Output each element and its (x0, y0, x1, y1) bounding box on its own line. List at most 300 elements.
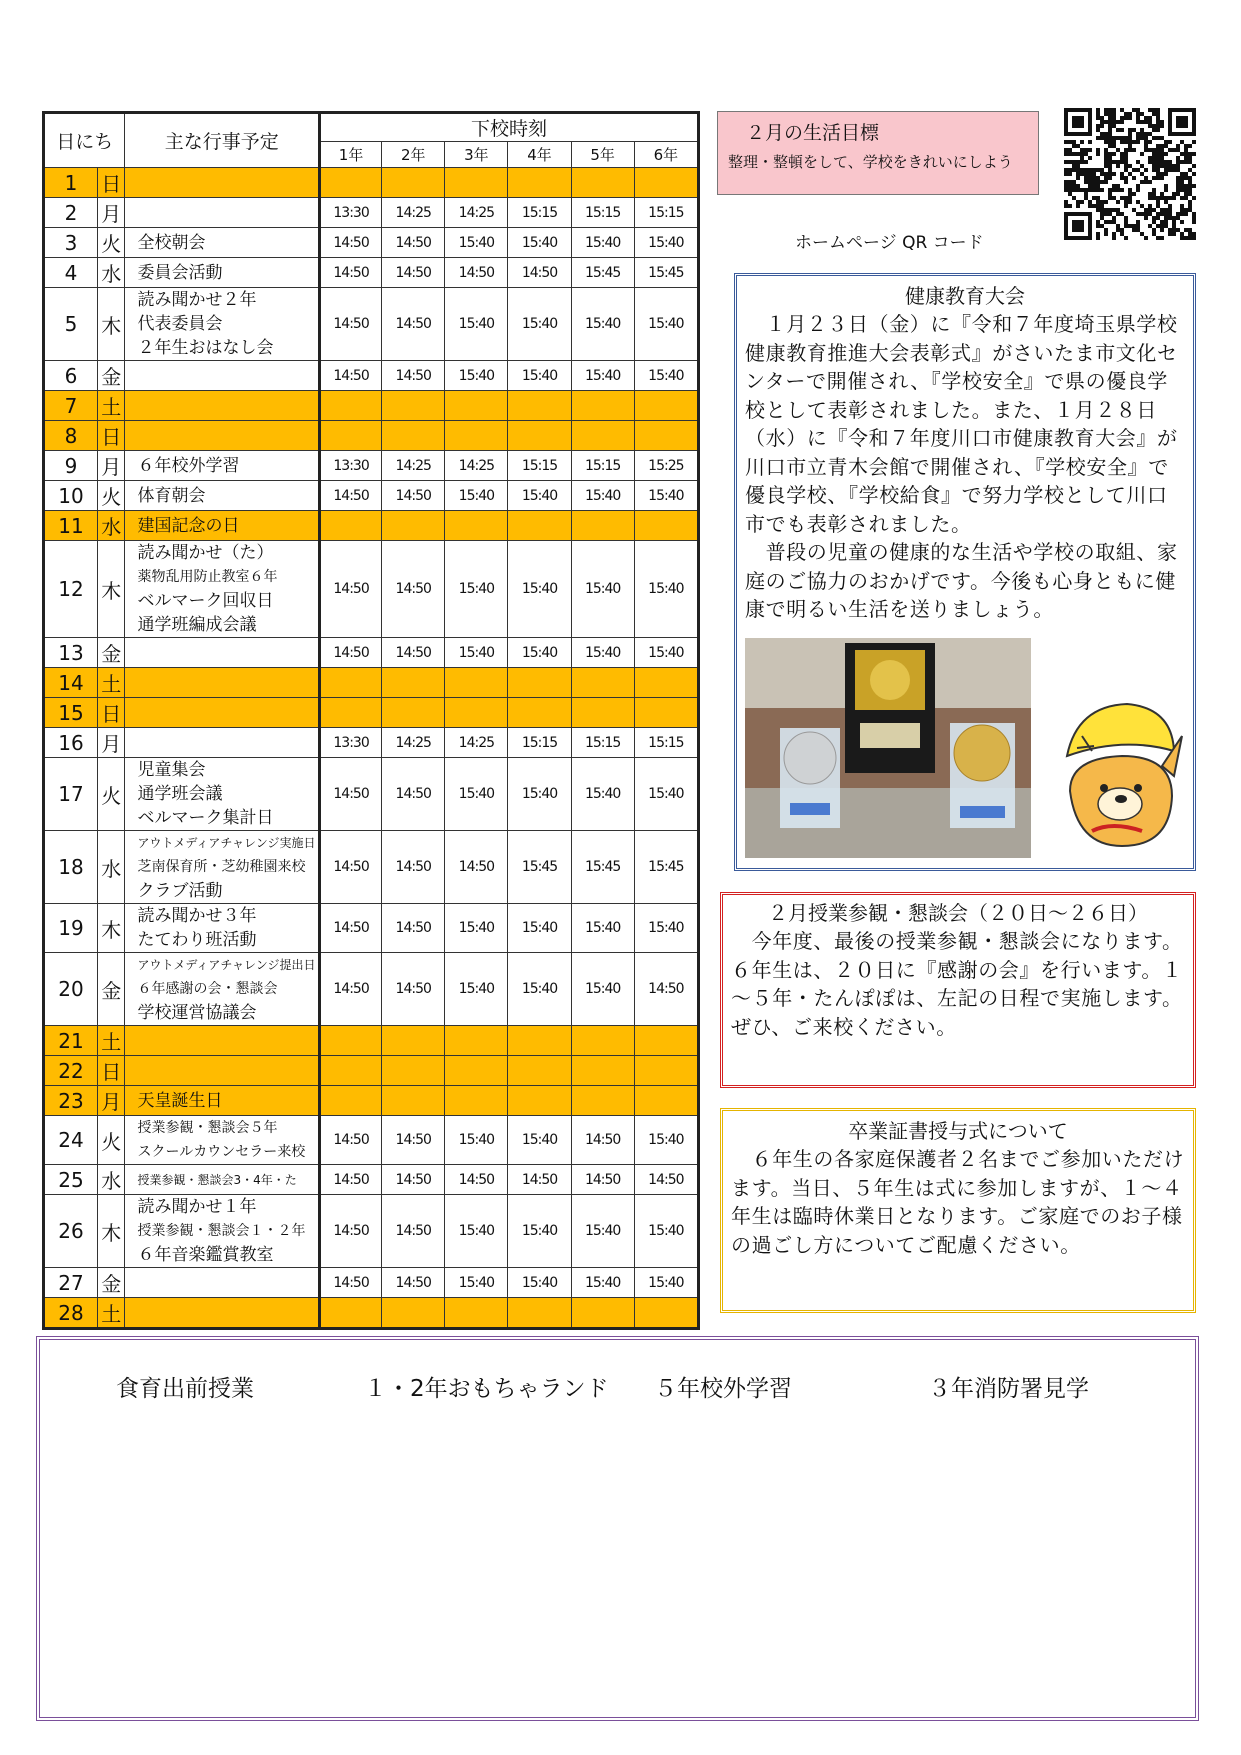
dismissal-time (382, 668, 445, 698)
schedule-weekday: 火 (97, 481, 125, 511)
dismissal-time: 14:50 (382, 258, 445, 288)
dismissal-time: 15:40 (571, 904, 634, 953)
dismissal-time: 15:40 (508, 953, 571, 1026)
dismissal-time: 15:40 (571, 758, 634, 831)
dismissal-time: 15:40 (445, 228, 508, 258)
dismissal-time: 14:50 (445, 258, 508, 288)
schedule-event: 授業参観・懇談会3・4年・た (137, 1172, 297, 1187)
dismissal-time: 15:40 (571, 288, 634, 361)
dismissal-time (320, 1056, 382, 1086)
photo-caption: １・2年おもちゃランド (364, 1376, 609, 1402)
schedule-day: 22 (44, 1056, 98, 1086)
dismissal-time: 15:40 (508, 228, 571, 258)
dismissal-time (445, 168, 508, 198)
schedule-weekday: 日 (97, 421, 125, 451)
dismissal-time (320, 698, 382, 728)
schedule-day: 16 (44, 728, 98, 758)
dismissal-time: 15:45 (571, 831, 634, 904)
schedule-event: 通学班編成会議 (137, 615, 257, 635)
schedule-weekday: 木 (97, 1195, 125, 1268)
dismissal-time: 14:50 (382, 904, 445, 953)
schedule-event: 授業参観・懇談会１・２年 (137, 1223, 306, 1239)
dismissal-time: 14:50 (571, 1116, 634, 1165)
dismissal-time: 15:40 (634, 758, 698, 831)
schedule-event: 読み聞かせ１年 (137, 1197, 257, 1217)
dismissal-time (382, 168, 445, 198)
schedule-row (44, 1086, 699, 1116)
dismissal-time: 15:40 (634, 481, 698, 511)
dismissal-time: 15:15 (508, 728, 571, 758)
schedule-events (125, 1056, 320, 1086)
header-dismissal: 下校時刻 (320, 113, 699, 142)
qr-code-icon[interactable] (1064, 108, 1196, 240)
schedule-events (125, 953, 320, 1026)
dismissal-time: 15:40 (445, 1116, 508, 1165)
dismissal-time: 14:50 (320, 361, 382, 391)
dismissal-time: 15:15 (634, 728, 698, 758)
schedule-events (125, 228, 320, 258)
schedule-events (125, 421, 320, 451)
dismissal-time (508, 1056, 571, 1086)
dismissal-time: 15:40 (445, 638, 508, 668)
schedule-weekday: 土 (97, 391, 125, 421)
dismissal-time: 15:15 (508, 451, 571, 481)
schedule-event: ６年感謝の会・懇談会 (137, 981, 278, 997)
qr-label: ホームページ QR コード (795, 233, 984, 253)
schedule-event: 読み聞かせ３年 (137, 906, 257, 926)
schedule-row (44, 361, 699, 391)
dismissal-time: 15:40 (634, 638, 698, 668)
dismissal-time (508, 421, 571, 451)
schedule-row (44, 391, 699, 421)
header-grade: 3年 (445, 142, 508, 168)
dismissal-time: 15:40 (445, 288, 508, 361)
dismissal-time (382, 1056, 445, 1086)
schedule-events (125, 758, 320, 831)
dismissal-time: 15:40 (445, 361, 508, 391)
dismissal-time: 15:45 (634, 831, 698, 904)
schedule-row (44, 1195, 699, 1268)
schedule-events (125, 1026, 320, 1056)
dismissal-time: 15:40 (571, 228, 634, 258)
dismissal-time (634, 1086, 698, 1116)
dismissal-time (382, 698, 445, 728)
schedule-day: 28 (44, 1298, 98, 1329)
dismissal-time: 14:50 (320, 228, 382, 258)
dismissal-time (445, 698, 508, 728)
dismissal-time: 15:40 (571, 1195, 634, 1268)
dismissal-time: 14:25 (382, 198, 445, 228)
schedule-row (44, 481, 699, 511)
header-grade: 5年 (571, 142, 634, 168)
dismissal-time (508, 168, 571, 198)
schedule-event: ６年校外学習 (137, 455, 240, 476)
schedule-events (125, 288, 320, 361)
dismissal-time (571, 421, 634, 451)
photo-frame (36, 1336, 1199, 1721)
schedule-events (125, 391, 320, 421)
schedule-weekday: 日 (97, 168, 125, 198)
schedule-event: 読み聞かせ（た） (137, 543, 274, 563)
dismissal-time: 15:40 (571, 481, 634, 511)
schedule-day: 5 (44, 288, 98, 361)
schedule-row (44, 541, 699, 638)
schedule-event: 全校朝会 (137, 232, 206, 253)
schedule-row (44, 258, 699, 288)
dismissal-time: 15:15 (571, 451, 634, 481)
dismissal-time: 14:50 (508, 258, 571, 288)
schedule-row (44, 1056, 699, 1086)
schedule-weekday: 木 (97, 904, 125, 953)
dismissal-time: 15:40 (571, 953, 634, 1026)
dismissal-time: 15:40 (508, 288, 571, 361)
schedule-day: 7 (44, 391, 98, 421)
dismissal-time: 14:50 (382, 288, 445, 361)
dismissal-time: 15:40 (445, 1195, 508, 1268)
trophy-photo (745, 638, 1031, 858)
dismissal-time: 14:50 (320, 258, 382, 288)
schedule-weekday: 金 (97, 1268, 125, 1298)
schedule-weekday: 水 (97, 1165, 125, 1195)
dismissal-time: 14:50 (320, 1165, 382, 1195)
dismissal-time: 15:40 (634, 228, 698, 258)
schedule-event: アウトメディアチャレンジ提出日 (137, 958, 316, 972)
dismissal-time (320, 1298, 382, 1329)
dismissal-time: 14:50 (634, 953, 698, 1026)
schedule-day: 8 (44, 421, 98, 451)
schedule-day: 3 (44, 228, 98, 258)
dismissal-time (320, 511, 382, 541)
dismissal-time: 14:50 (445, 1165, 508, 1195)
dismissal-time (445, 421, 508, 451)
schedule-events (125, 361, 320, 391)
schedule-event: 読み聞かせ２年 (137, 290, 257, 310)
dismissal-time: 14:50 (445, 831, 508, 904)
schedule-day: 11 (44, 511, 98, 541)
schedule-events (125, 904, 320, 953)
schedule-weekday: 土 (97, 1298, 125, 1329)
schedule-row (44, 758, 699, 831)
schedule-day: 15 (44, 698, 98, 728)
open-class-title: ２月授業参観・懇談会（２０日～２６日） (768, 901, 1148, 925)
schedule-events (125, 198, 320, 228)
dismissal-time: 15:45 (571, 258, 634, 288)
dismissal-time (634, 421, 698, 451)
header-grade: 4年 (508, 142, 571, 168)
dismissal-time: 14:25 (445, 198, 508, 228)
schedule-event: アウトメディアチャレンジ実施日 (137, 836, 316, 850)
schedule-day: 25 (44, 1165, 98, 1195)
schedule-row (44, 421, 699, 451)
schedule-weekday: 日 (97, 698, 125, 728)
schedule-event: クラブ活動 (137, 881, 223, 901)
schedule-event: 委員会活動 (137, 262, 223, 283)
dismissal-time (634, 1298, 698, 1329)
graduation-box (720, 1108, 1196, 1313)
dismissal-time: 14:50 (320, 1195, 382, 1268)
schedule-event: スクールカウンセラー来校 (137, 1144, 306, 1160)
schedule-row (44, 698, 699, 728)
dismissal-time: 13:30 (320, 451, 382, 481)
dismissal-time (445, 391, 508, 421)
dismissal-time (320, 391, 382, 421)
dismissal-time (320, 1026, 382, 1056)
schedule-event: 学校運営協議会 (137, 1003, 257, 1023)
dismissal-time (634, 168, 698, 198)
schedule-event: ６年音楽鑑賞教室 (137, 1245, 274, 1265)
schedule-events (125, 1086, 320, 1116)
schedule-events (125, 1298, 320, 1329)
header-events: 主な行事予定 (125, 113, 320, 168)
dismissal-time (320, 1086, 382, 1116)
dismissal-time: 15:40 (445, 904, 508, 953)
schedule-event: 芝南保育所・芝幼稚園来校 (137, 859, 306, 875)
dismissal-time: 15:40 (508, 638, 571, 668)
dismissal-time: 15:40 (634, 361, 698, 391)
dismissal-time (634, 668, 698, 698)
health-text: １月２３日（金）に『令和７年度埼玉県学校健康教育推進大会表彰式』がさいたま市文化センターで開催され、『学校安全』で県の優良学校として表彰されました。また、１月２８日（水）に『令和７年度川口市健康教育大会』が川口市立青木会館で開催され、『学校安全』で優良学校、『学校給食』で努力学校として川口市でも表彰されました。 普段の児童の健康的な生活や学校の取組、家庭のご協力のおかげです。今後も心身ともに健康で明るい生活を送りましょう。 (745, 312, 1178, 621)
dismissal-time: 13:30 (320, 198, 382, 228)
dismissal-time: 14:50 (320, 831, 382, 904)
dismissal-time (508, 668, 571, 698)
dismissal-time: 14:50 (320, 1116, 382, 1165)
dismissal-time: 14:50 (320, 904, 382, 953)
dismissal-time: 14:25 (445, 451, 508, 481)
graduation-text: ６年生の各家庭保護者２名までご参加いただけます。当日、５年生は式に参加しますが、１～４年生は臨時休業日となります。ご家庭でのお子様の過ごし方についてご配慮ください。 (731, 1147, 1185, 1257)
schedule-event: 通学班会議 (137, 784, 223, 804)
schedule-table (42, 111, 700, 1330)
schedule-row (44, 451, 699, 481)
photo-caption: ５年校外学習 (654, 1376, 792, 1402)
schedule-weekday: 土 (97, 1026, 125, 1056)
schedule-weekday: 火 (97, 228, 125, 258)
schedule-events (125, 168, 320, 198)
schedule-events (125, 668, 320, 698)
schedule-events (125, 831, 320, 904)
schedule-events (125, 1116, 320, 1165)
dismissal-time (634, 391, 698, 421)
schedule-event: ２年生おはなし会 (137, 338, 274, 358)
dismissal-time: 15:40 (634, 541, 698, 638)
schedule-row (44, 638, 699, 668)
schedule-day: 4 (44, 258, 98, 288)
dismissal-time (382, 511, 445, 541)
dismissal-time: 15:15 (571, 728, 634, 758)
dismissal-time (571, 1056, 634, 1086)
schedule-event: 児童集会 (137, 760, 206, 780)
dismissal-time: 15:40 (571, 541, 634, 638)
dismissal-time: 14:25 (382, 451, 445, 481)
dismissal-time: 15:40 (445, 481, 508, 511)
schedule-events (125, 511, 320, 541)
schedule-row (44, 228, 699, 258)
dismissal-time (320, 668, 382, 698)
schedule-row (44, 668, 699, 698)
dismissal-time (445, 1086, 508, 1116)
dismissal-time: 15:40 (445, 541, 508, 638)
dismissal-time: 15:15 (634, 198, 698, 228)
schedule-weekday: 金 (97, 638, 125, 668)
schedule-weekday: 水 (97, 258, 125, 288)
schedule-events (125, 451, 320, 481)
dismissal-time (634, 511, 698, 541)
dismissal-time: 14:50 (382, 831, 445, 904)
dismissal-time: 15:40 (634, 288, 698, 361)
dismissal-time (382, 1086, 445, 1116)
header-grade: 2年 (382, 142, 445, 168)
schedule-weekday: 日 (97, 1056, 125, 1086)
dismissal-time: 14:50 (382, 1268, 445, 1298)
dismissal-time (634, 1056, 698, 1086)
dismissal-time: 14:50 (634, 1165, 698, 1195)
dismissal-time: 15:40 (508, 541, 571, 638)
life-goal-title: ２月の生活目標 (746, 122, 880, 144)
schedule-event: 薬物乱用防止教室６年 (137, 569, 278, 585)
schedule-day: 24 (44, 1116, 98, 1165)
schedule-day: 21 (44, 1026, 98, 1056)
dismissal-time: 15:40 (508, 1116, 571, 1165)
schedule-day: 27 (44, 1268, 98, 1298)
schedule-weekday: 木 (97, 541, 125, 638)
life-goal-box (717, 111, 1039, 195)
dismissal-time (508, 1086, 571, 1116)
schedule-weekday: 土 (97, 668, 125, 698)
schedule-day: 23 (44, 1086, 98, 1116)
dismissal-time (445, 1026, 508, 1056)
dismissal-time: 14:50 (508, 1165, 571, 1195)
schedule-events (125, 258, 320, 288)
schedule-day: 12 (44, 541, 98, 638)
schedule-events (125, 1268, 320, 1298)
dismissal-time (508, 1298, 571, 1329)
schedule-weekday: 火 (97, 1116, 125, 1165)
dismissal-time (445, 511, 508, 541)
dismissal-time: 14:50 (382, 1165, 445, 1195)
schedule-events (125, 481, 320, 511)
schedule-events (125, 541, 320, 638)
schedule-weekday: 木 (97, 288, 125, 361)
schedule-event: 天皇誕生日 (137, 1090, 223, 1111)
photo-caption: 食育出前授業 (116, 1376, 254, 1402)
dismissal-time: 14:50 (320, 288, 382, 361)
schedule-weekday: 水 (97, 511, 125, 541)
dismissal-time: 15:40 (508, 1268, 571, 1298)
schedule-row (44, 511, 699, 541)
dismissal-time (320, 421, 382, 451)
dismissal-time: 15:40 (445, 1268, 508, 1298)
dismissal-time (382, 1298, 445, 1329)
dismissal-time: 14:50 (382, 541, 445, 638)
schedule-day: 2 (44, 198, 98, 228)
schedule-events (125, 1165, 320, 1195)
dismissal-time: 15:40 (508, 1195, 571, 1268)
dismissal-time (571, 1086, 634, 1116)
schedule-row (44, 1268, 699, 1298)
schedule-row (44, 1116, 699, 1165)
schedule-row (44, 728, 699, 758)
schedule-event: ベルマーク集計日 (137, 808, 274, 828)
dismissal-time (508, 698, 571, 728)
schedule-event: 体育朝会 (137, 485, 206, 506)
dismissal-time: 15:45 (634, 258, 698, 288)
dismissal-time (320, 168, 382, 198)
schedule-day: 10 (44, 481, 98, 511)
life-goal-text: 整理・整頓をして、学校をきれいにしよう (728, 153, 1013, 171)
dismissal-time: 15:25 (634, 451, 698, 481)
header-grade: 1年 (320, 142, 382, 168)
health-title: 健康教育大会 (905, 284, 1025, 308)
schedule-day: 1 (44, 168, 98, 198)
schedule-day: 14 (44, 668, 98, 698)
header-grade: 6年 (634, 142, 698, 168)
dismissal-time: 15:40 (571, 1268, 634, 1298)
dismissal-time: 15:40 (508, 481, 571, 511)
dismissal-time: 15:40 (634, 1195, 698, 1268)
dismissal-time (382, 421, 445, 451)
schedule-weekday: 金 (97, 953, 125, 1026)
schedule-weekday: 月 (97, 198, 125, 228)
photo-caption: ３年消防署見学 (928, 1376, 1089, 1402)
header-date: 日にち (44, 113, 125, 168)
schedule-row (44, 1298, 699, 1329)
schedule-row (44, 1165, 699, 1195)
health-education-box (734, 273, 1196, 871)
dismissal-time (571, 1026, 634, 1056)
schedule-row (44, 168, 699, 198)
dismissal-time: 15:40 (508, 361, 571, 391)
mascot-dog-icon (1052, 696, 1187, 851)
dismissal-time: 14:50 (382, 1116, 445, 1165)
schedule-event: 代表委員会 (137, 314, 223, 334)
dismissal-time (571, 698, 634, 728)
dismissal-time (508, 391, 571, 421)
dismissal-time: 15:40 (445, 758, 508, 831)
dismissal-time (571, 391, 634, 421)
schedule-weekday: 月 (97, 728, 125, 758)
dismissal-time: 14:25 (382, 728, 445, 758)
dismissal-time (571, 168, 634, 198)
schedule-event: 授業参観・懇談会５年 (137, 1120, 278, 1136)
dismissal-time (508, 1026, 571, 1056)
dismissal-time: 14:50 (382, 953, 445, 1026)
dismissal-time: 14:50 (382, 758, 445, 831)
dismissal-time (445, 1056, 508, 1086)
dismissal-time: 14:50 (320, 1268, 382, 1298)
dismissal-time: 15:40 (445, 953, 508, 1026)
dismissal-time (571, 1298, 634, 1329)
dismissal-time (445, 1298, 508, 1329)
dismissal-time: 14:50 (320, 758, 382, 831)
dismissal-time: 15:40 (634, 1268, 698, 1298)
dismissal-time (382, 391, 445, 421)
dismissal-time: 14:50 (320, 541, 382, 638)
schedule-events (125, 728, 320, 758)
dismissal-time: 15:15 (508, 198, 571, 228)
schedule-weekday: 火 (97, 758, 125, 831)
dismissal-time: 15:40 (571, 638, 634, 668)
dismissal-time (445, 668, 508, 698)
dismissal-time (634, 698, 698, 728)
dismissal-time: 15:40 (634, 904, 698, 953)
dismissal-time: 13:30 (320, 728, 382, 758)
dismissal-time: 14:50 (571, 1165, 634, 1195)
schedule-event: 建国記念の日 (137, 515, 240, 536)
schedule-event: ベルマーク回収日 (137, 591, 274, 611)
dismissal-time: 15:40 (571, 361, 634, 391)
dismissal-time: 14:50 (382, 638, 445, 668)
dismissal-time: 15:40 (508, 904, 571, 953)
schedule-day: 18 (44, 831, 98, 904)
